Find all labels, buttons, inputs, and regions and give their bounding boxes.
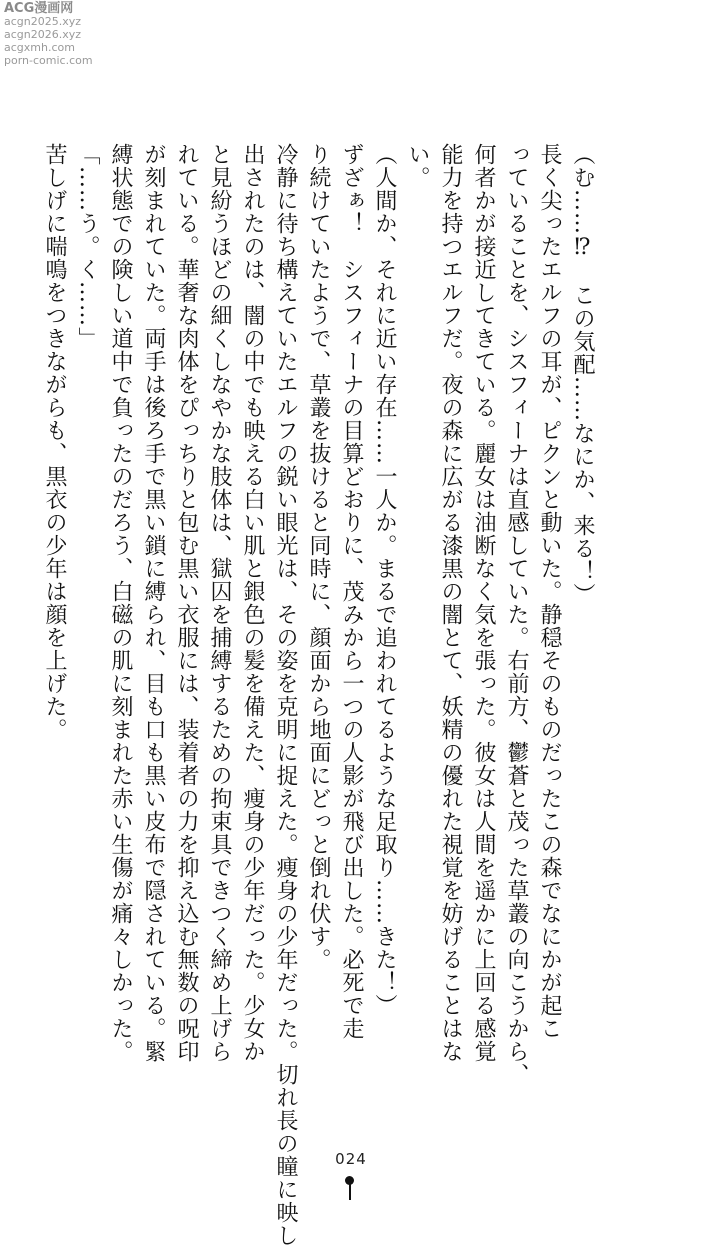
watermark-title: ACG漫画网 (4, 1, 74, 16)
text-column-dialogue: （む……⁉ この気配……なにか、来る！） (570, 143, 595, 606)
text-column: り続けていたようで、草叢を抜けると同時に、顔面から地面にどっと倒れ伏す。 (306, 143, 331, 971)
text-column: と見紛うほどの細くしなやかな肢体は、獄囚を捕縛するための拘束具できつく締め上げら (207, 143, 232, 1063)
text-column-dialogue: （人間か、それに近い存在……一人か。まるで追われてるような足取り……きた！） (372, 143, 397, 1017)
text-column: い。 (405, 143, 430, 189)
watermark-url: acgn2025.xyz (4, 15, 82, 28)
site-watermark (4, 2, 93, 67)
watermark-url: acgn2026.xyz (4, 28, 82, 41)
watermark-url: acgxmh.com (4, 41, 75, 54)
text-column: が刻まれていた。両手は後ろ手で黒い鎖に縛られ、目も口も黒い皮布で隠されている。緊 (141, 143, 166, 1063)
text-column: 冷静に待ち構えていたエルフの鋭い眼光は、その姿を克明に捉えた。痩身の少年だった。切れ長の瞳に映し (273, 143, 298, 1247)
text-column: 苦しげに喘鳴をつきながらも、黒衣の少年は顔を上げた。 (42, 143, 67, 741)
text-column: 何者かが接近してきている。麗女は油断なく気を張った。彼女は人間を遥かに上回る感覚 (471, 143, 496, 1063)
text-column: ずざぁ！ シスフィーナの目算どおりに、茂みから一つの人影が飛び出した。必死で走 (339, 143, 364, 1040)
text-column: 長く尖ったエルフの耳が、ピクンと動いた。静穏そのものだったこの森でなにかが起こ (537, 143, 562, 1040)
folio-rule-ornament (349, 1184, 351, 1200)
text-column: 縛状態での険しい道中で負ったのだろう、白磁の肌に刻まれた赤い生傷が痛々しかった。 (108, 143, 133, 1063)
text-column-dialogue: 「……う。く……」 (75, 143, 100, 350)
page-number: 024 (335, 1150, 367, 1168)
text-column: 出されたのは、闇の中でも映える白い肌と銀色の髪を備えた、痩身の少年だった。少女か (240, 143, 265, 1063)
text-column: れている。華奢な肉体をぴっちりと包む黒い衣服には、装着者の力を抑え込む無数の呪印 (174, 143, 199, 1063)
text-column: 能力を持つエルフだ。夜の森に広がる漆黒の闇とて、妖精の優れた視覚を妨げることはな (438, 143, 463, 1063)
text-column: っていることを、シスフィーナは直感していた。右前方、鬱蒼と茂った草叢の向こうから、 (504, 143, 529, 1086)
watermark-url: porn-comic.com (4, 54, 93, 67)
